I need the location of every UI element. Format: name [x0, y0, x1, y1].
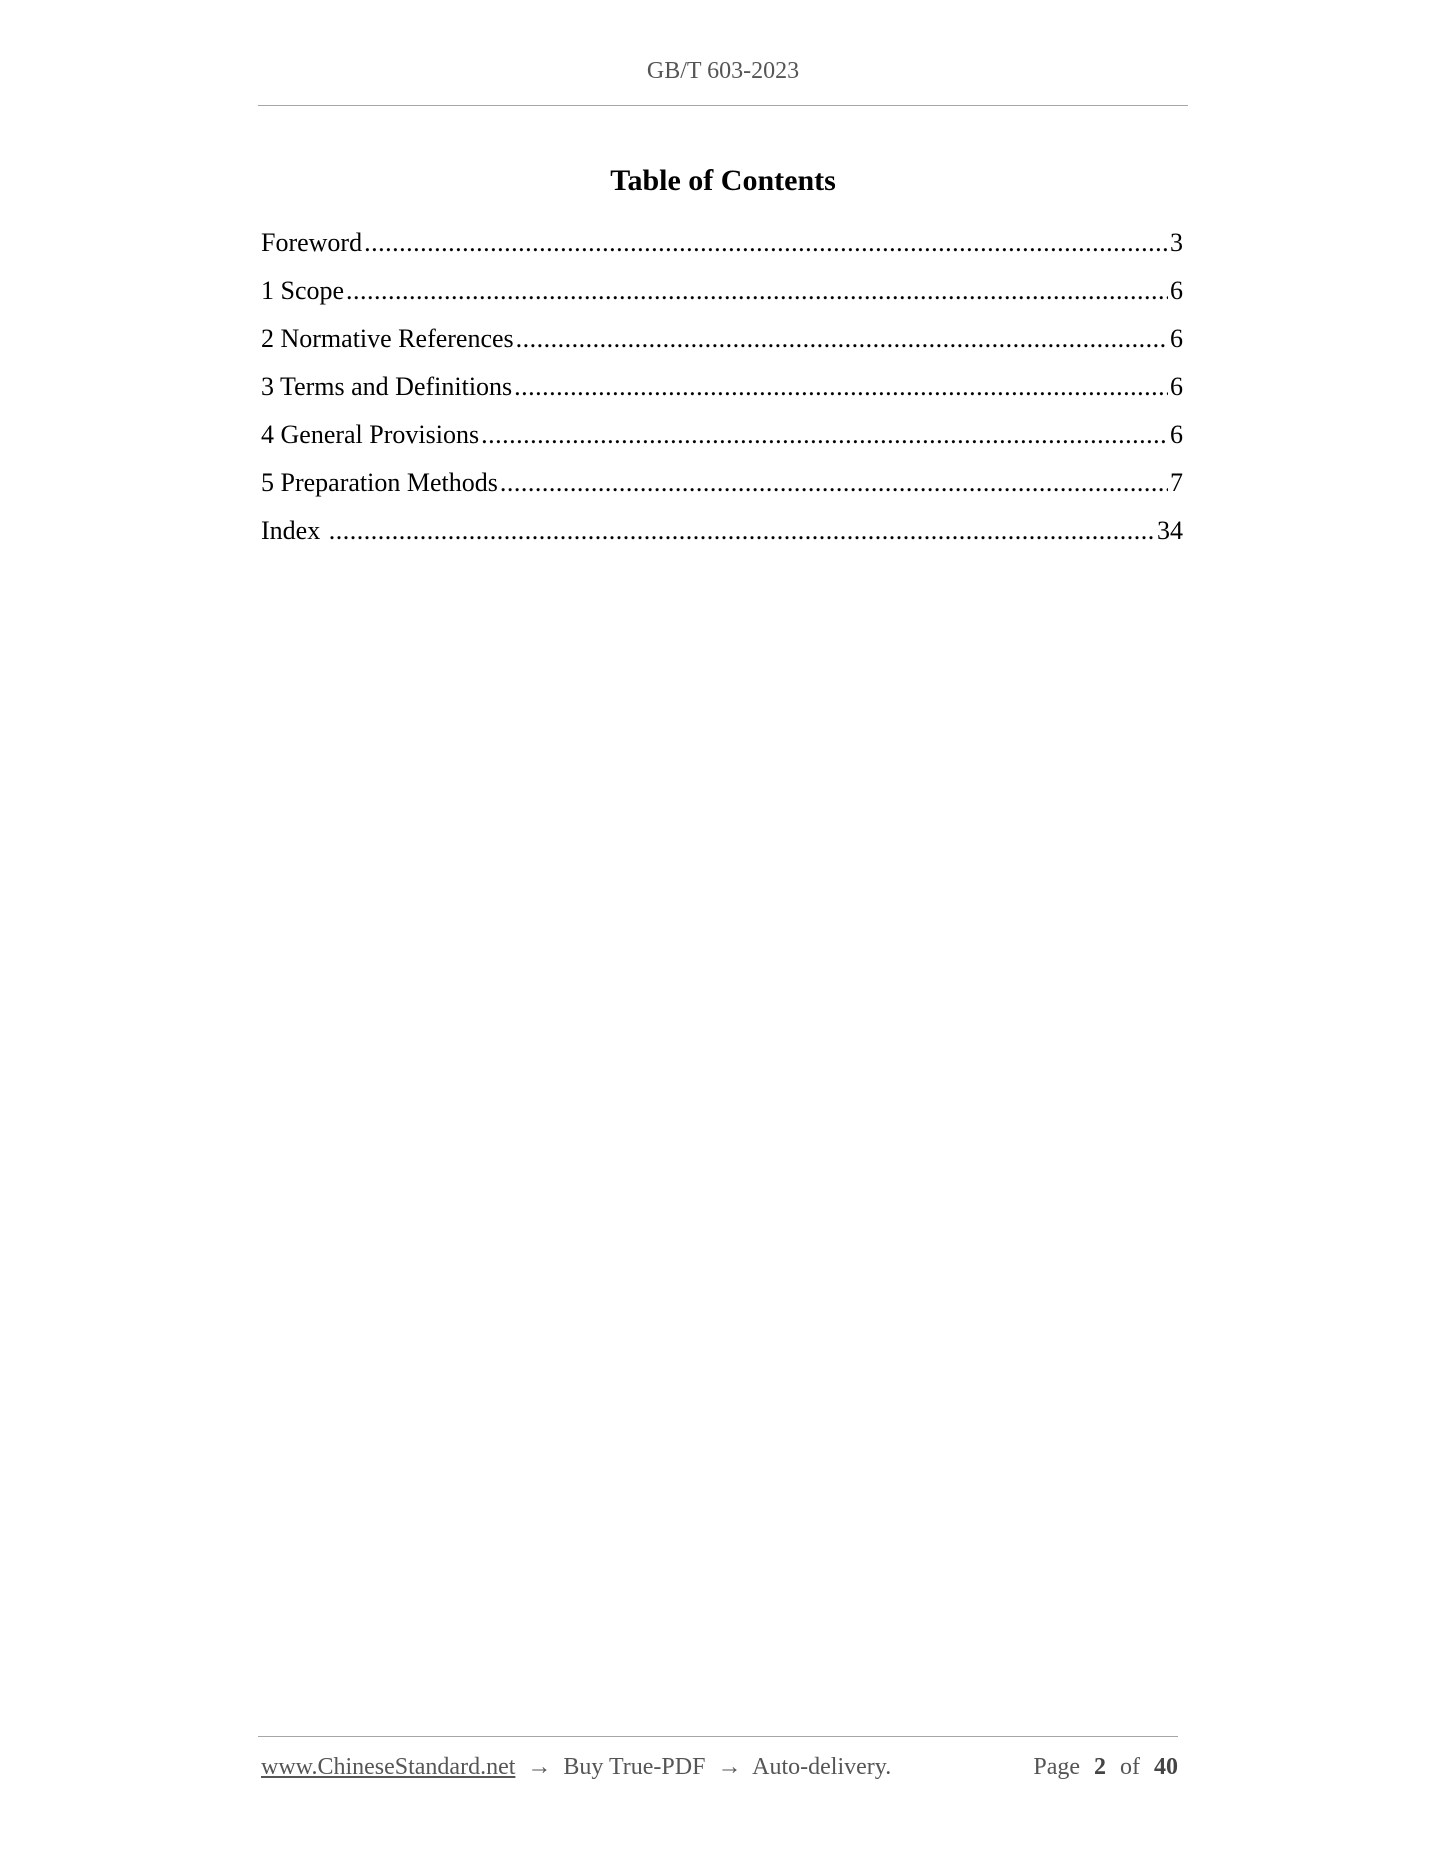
document-id: GB/T 603-2023 — [646, 58, 800, 84]
toc-leader-dots — [364, 228, 1168, 258]
toc-entry-page: 6 — [1170, 372, 1183, 401]
toc-entry-label: 1 Scope — [261, 276, 345, 305]
toc-entry-page: 3 — [1170, 228, 1183, 257]
of-word: of — [1120, 1754, 1140, 1780]
toc-entry-label: 5 Preparation Methods — [261, 468, 498, 497]
toc-leader-dots — [514, 372, 1168, 402]
delivery-text: Auto-delivery. — [752, 1754, 892, 1780]
footer-divider — [258, 1736, 1178, 1737]
toc-entry-label: Foreword — [261, 228, 363, 257]
toc-leader-dots — [346, 276, 1168, 306]
toc-leader-dots — [500, 468, 1168, 498]
toc-entry-label: 4 General Provisions — [261, 420, 480, 449]
header-divider — [258, 105, 1188, 106]
toc-entry-foreword[interactable] — [261, 228, 1183, 276]
site-link[interactable]: www.ChineseStandard.net — [261, 1754, 516, 1780]
toc-entry-label: 2 Normative References — [261, 324, 514, 353]
page-current: 2 — [1094, 1754, 1106, 1780]
toc-entry-page: 7 — [1170, 468, 1183, 497]
toc-leader-dots — [329, 516, 1155, 546]
toc-entry-terms-definitions[interactable] — [261, 372, 1183, 420]
page-footer — [261, 1754, 1178, 1781]
toc-entry-label: Index — [261, 516, 327, 545]
toc-entry-page: 6 — [1170, 324, 1183, 353]
arrow-right-icon: → — [717, 1754, 742, 1780]
toc-entry-scope[interactable] — [261, 276, 1183, 324]
toc-leader-dots — [481, 420, 1168, 450]
toc-entry-label: 3 Terms and Definitions — [261, 372, 513, 401]
buy-text: Buy True-PDF — [563, 1754, 706, 1780]
toc-entry-index[interactable] — [261, 516, 1183, 564]
toc-entry-page: 6 — [1170, 420, 1183, 449]
toc-entry-normative-references[interactable] — [261, 324, 1183, 372]
footer-promo — [261, 1754, 891, 1781]
toc-entry-general-provisions[interactable] — [261, 420, 1183, 468]
toc-list — [261, 228, 1183, 564]
page-word: Page — [1033, 1754, 1080, 1780]
arrow-right-icon: → — [527, 1754, 552, 1780]
toc-entry-page: 6 — [1170, 276, 1183, 305]
toc-heading: Table of Contents — [610, 164, 836, 197]
toc-leader-dots — [516, 324, 1168, 354]
toc-entry-page: 34 — [1157, 516, 1183, 545]
page-number — [1033, 1754, 1178, 1781]
page-total: 40 — [1154, 1754, 1178, 1780]
toc-entry-preparation-methods[interactable] — [261, 468, 1183, 516]
